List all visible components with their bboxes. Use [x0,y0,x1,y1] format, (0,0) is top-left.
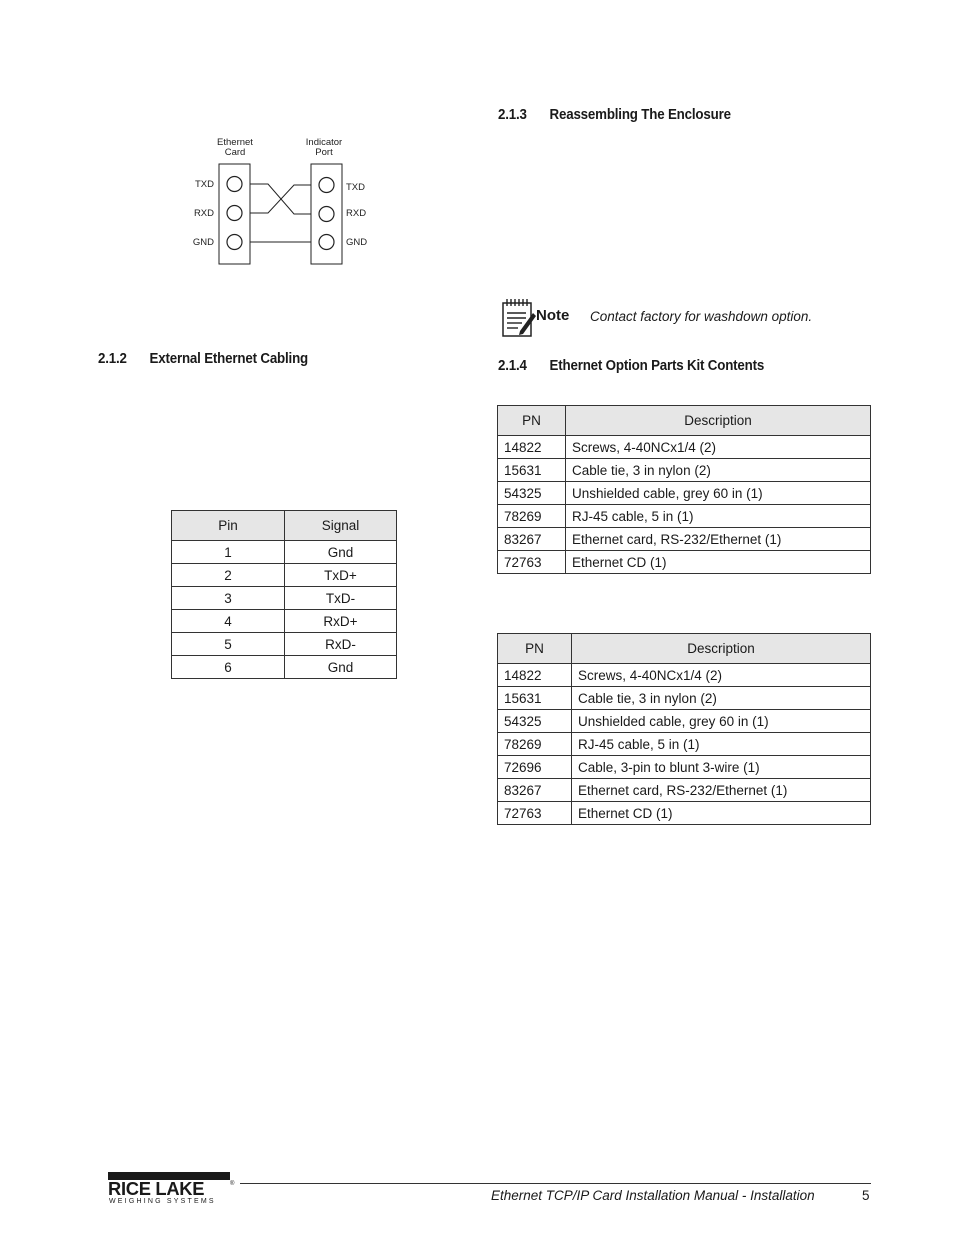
port-rxd-pin [319,207,334,222]
description-cell: Ethernet CD (1) [566,551,871,574]
signal-cell: TxD+ [285,564,397,587]
pn-cell: 72696 [498,756,572,779]
port-txd-pin [319,178,334,193]
card-pin-label-rxd: RXD [193,208,214,219]
table-row [172,587,397,610]
wiring-diagram [185,132,385,272]
pn-cell: 72763 [498,802,572,825]
port-pin-label-gnd: GND [346,237,368,248]
parts-kit-table-2 [497,633,871,825]
card-pin-label-txd: TXD [195,179,214,190]
signal-cell: Gnd [285,541,397,564]
pin-cell: 4 [172,610,285,633]
description-cell: Unshielded cable, grey 60 in (1) [572,710,871,733]
ethernet-card-label-line1: Ethernet [217,137,253,148]
card-gnd-pin [227,235,242,250]
table-header-row [172,511,397,541]
pn-cell: 14822 [498,664,572,687]
section-heading-2-1-4 [498,358,764,374]
signal-cell: TxD- [285,587,397,610]
rice-lake-logo [108,1172,236,1206]
logo-wordmark: RICE LAKE [108,1179,205,1199]
logo-reg-mark: ® [230,1181,235,1187]
description-cell: RJ-45 cable, 5 in (1) [566,505,871,528]
table-row [172,633,397,656]
pn-cell: 54325 [498,482,566,505]
pin-signal-table [171,510,397,679]
wire-card-rxd-to-port-txd [250,185,311,213]
pn-cell: 15631 [498,459,566,482]
port-gnd-pin [319,235,334,250]
description-cell: Ethernet card, RS-232/Ethernet (1) [566,528,871,551]
table-row [172,564,397,587]
pn-cell: 72763 [498,551,566,574]
description-cell: Screws, 4-40NCx1/4 (2) [572,664,871,687]
description-cell: Screws, 4-40NCx1/4 (2) [566,436,871,459]
pn-cell: 78269 [498,733,572,756]
signal-cell: RxD- [285,633,397,656]
pn-cell: 78269 [498,505,566,528]
note-pad-icon [500,297,536,339]
pin-cell: 5 [172,633,285,656]
column-header-pin: Pin [172,511,285,541]
section-heading-2-1-3 [498,107,731,123]
card-pin-label-gnd: GND [192,237,214,248]
indicator-port-label-line2: Port [315,147,333,158]
port-pin-label-rxd: RXD [346,208,367,219]
table-row [172,541,397,564]
logo-tagline: WEIGHING SYSTEMS [109,1198,216,1205]
column-header-pn: PN [498,634,572,664]
column-header-description: Description [572,634,871,664]
table-row [498,551,871,574]
port-pin-label-txd: TXD [346,182,365,193]
table-row [498,733,871,756]
signal-cell: Gnd [285,656,397,679]
description-cell: Cable, 3-pin to blunt 3-wire (1) [572,756,871,779]
description-cell: Ethernet card, RS-232/Ethernet (1) [572,779,871,802]
section-heading-2-1-2 [98,351,308,367]
footer-page-number: 5 [862,1188,870,1203]
table-row [498,779,871,802]
pin-cell: 1 [172,541,285,564]
table-row [498,687,871,710]
pin-cell: 2 [172,564,285,587]
column-header-pn: PN [498,406,566,436]
description-cell: Ethernet CD (1) [572,802,871,825]
pn-cell: 54325 [498,710,572,733]
footer-doc-title: Ethernet TCP/IP Card Installation Manual - Installation [491,1188,815,1203]
table-header-row [498,634,871,664]
table-row [498,802,871,825]
note-text: Contact factory for washdown option. [590,309,813,324]
note-block [500,297,880,339]
pn-cell: 14822 [498,436,566,459]
card-rxd-pin [227,206,242,221]
description-cell: Cable tie, 3 in nylon (2) [566,459,871,482]
table-row [498,459,871,482]
note-label: Note [536,307,570,324]
pn-cell: 83267 [498,779,572,802]
pn-cell: 83267 [498,528,566,551]
table-row [498,664,871,687]
section-title: Ethernet Option Parts Kit Contents [549,358,765,374]
table-header-row [498,406,871,436]
column-header-description: Description [566,406,871,436]
pin-cell: 3 [172,587,285,610]
parts-kit-table-1 [497,405,871,574]
ethernet-card-label-line2: Card [224,147,246,158]
table-row [498,528,871,551]
footer [0,1168,954,1213]
section-number: 2.1.2 [98,351,127,367]
table-row [498,482,871,505]
indicator-port-label-line1: Indicator [305,137,343,148]
table-row [172,656,397,679]
table-row [498,436,871,459]
description-cell: Unshielded cable, grey 60 in (1) [566,482,871,505]
card-txd-pin [227,177,242,192]
signal-cell: RxD+ [285,610,397,633]
table-row [498,756,871,779]
column-header-signal: Signal [285,511,397,541]
description-cell: RJ-45 cable, 5 in (1) [572,733,871,756]
section-number: 2.1.4 [498,358,527,374]
pin-cell: 6 [172,656,285,679]
pn-cell: 15631 [498,687,572,710]
section-number: 2.1.3 [498,107,527,123]
section-title: External Ethernet Cabling [149,351,309,367]
footer-rule [240,1183,871,1184]
table-row [498,505,871,528]
section-title: Reassembling The Enclosure [549,107,731,123]
description-cell: Cable tie, 3 in nylon (2) [572,687,871,710]
table-row [498,710,871,733]
table-row [172,610,397,633]
